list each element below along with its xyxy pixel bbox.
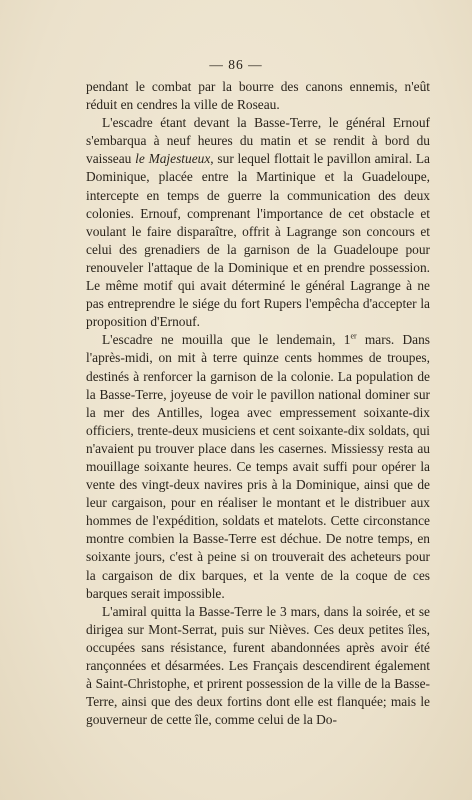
paragraph-text: , sur lequel flottait le pavillon amiral. La Dominique, placée entre la Martinique et la Guadeloupe, intercepte en temps de guerre la communication des deux colonies. Ernouf, comprenant l'importance de cet obstacle et voulant le faire disparaître, offrit à Lagrange son concours et celui des grenadiers de la garnison de la Guadeloupe pour renouveler l'attaque de la Dominique et en prendre possession. Le même motif qui avait déterminé le général Lagrange à ne pas entreprendre le siége du fort Rupers l'empêcha d'accepter la proposition d'Ernouf. — [86, 151, 431, 330]
paragraph-mouillage — [86, 331, 430, 602]
paragraph-continuation: pendant le combat par la bourre des canons ennemis, n'eût réduit en cendres la ville de Roseau. — [86, 79, 430, 113]
paragraph-amiral-depart: L'amiral quitta la Basse-Terre le 3 mars, dans la soirée, et se dirigea sur Mont-Serrat, puis sur Nièves. Ces deux petites îles, occupées sans résistance, furent abandonnées après avoir été rançonnées et désarmées. Les Français descendirent également à Saint-Christophe, et prirent possession de la ville de la Basse-Terre, ainsi que des deux fortins dont elle est flanquée; mais le gouverneur de cette île, comme celui de la Do- — [86, 603, 430, 728]
ordinal-superscript: er — [350, 331, 357, 341]
paragraph-escadre-basse-terre — [86, 114, 430, 331]
paragraph-text: mars. Dans l'après-midi, on mit à terre quinze cents hommes de troupes, destinés à renforcer la garnison de la colonie. La population de la Basse-Terre, joyeuse de voir le pavillon national dominer sur la mer des Antilles, logea avec empressement soixante-dix officiers, trente-deux musiciens et cent soixante-dix soldats, qui n'avaient pu trouver place dans les casernes. Missiessy resta au mouillage soixante heures. Ce temps avait suffi pour opérer la vente des vingt-deux navires pris à la Dominique, ainsi que de leur cargaison, pour en réaliser le montant et le distribuer aux hommes de l'expédition, soldats et matelots. Cette circonstance montre combien la Basse-Terre est déchue. De notre temps, en soixante jours, c'est à peine si on trouverait des acheteurs pour la cargaison de dix barques, et la vente de la coque de ces barques serait impossible. — [86, 332, 430, 601]
paragraph-text: L'escadre étant devant la Basse-Terre, le général Ernouf s'embarqua à neuf heures du matin et se rendit à bord du vaisseau — [86, 115, 430, 167]
page-number: — 86 — — [209, 57, 263, 72]
body-text — [86, 78, 430, 729]
paragraph-text: L'escadre ne mouilla que le lendemain, 1 — [102, 332, 351, 348]
ship-name: le Majestueux — [135, 151, 211, 167]
